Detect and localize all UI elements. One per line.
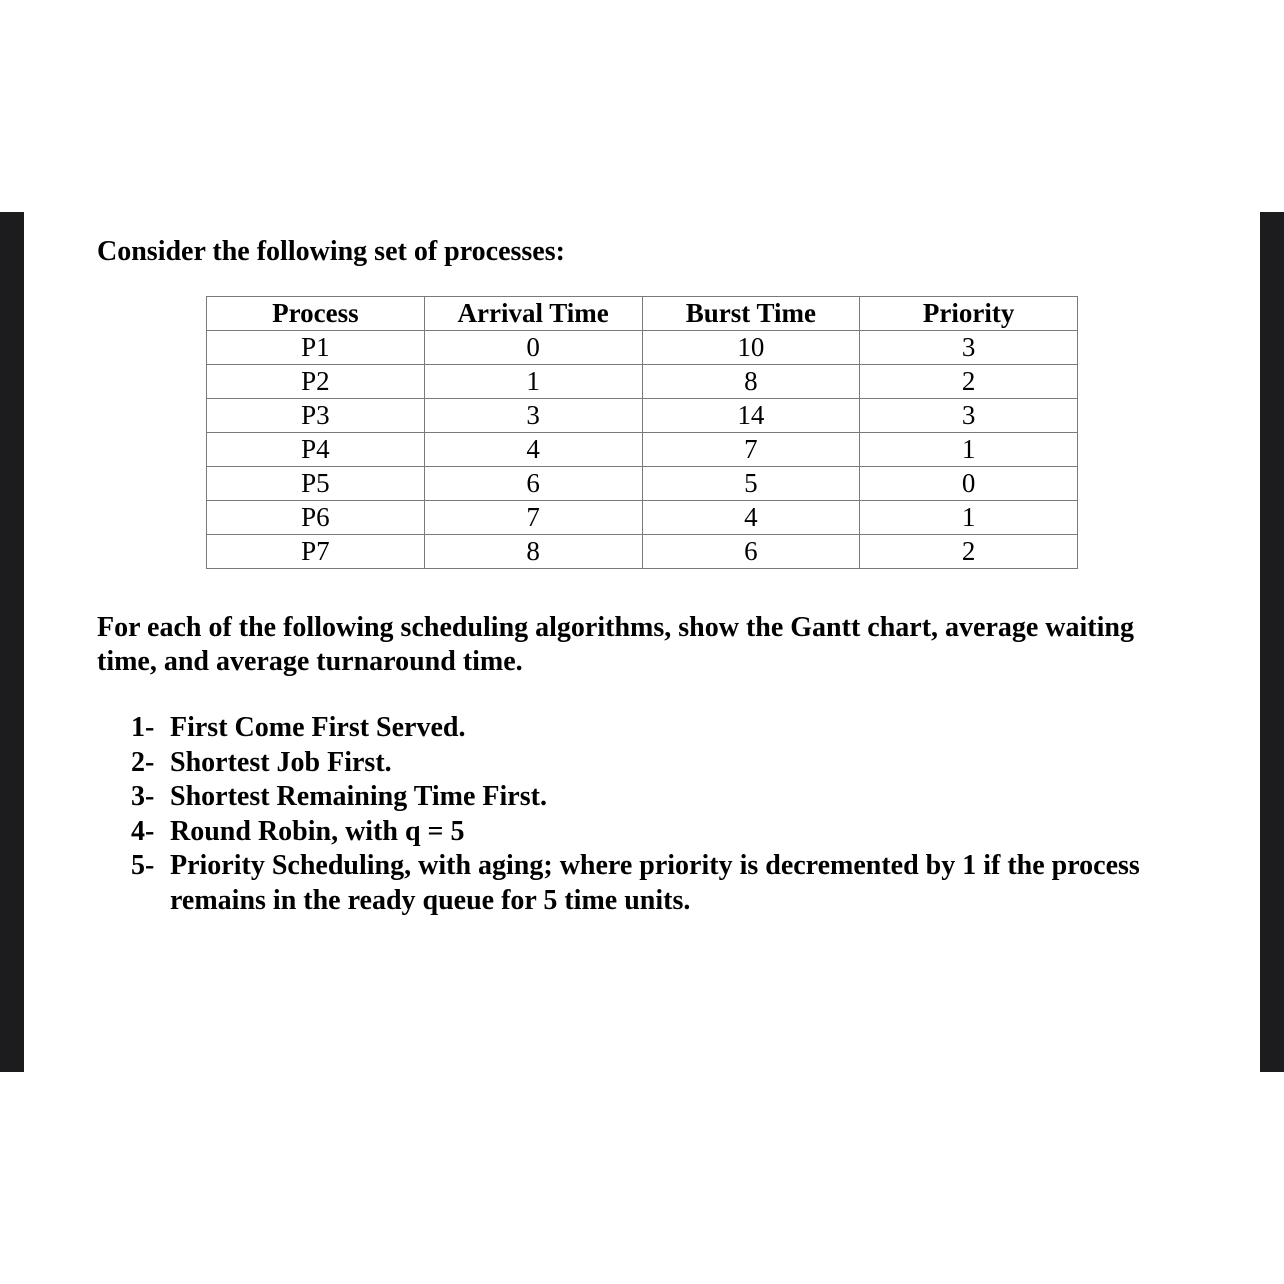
cell-burst-time: 7	[642, 433, 860, 467]
list-item-number: 5-	[131, 850, 155, 881]
cell-process: P4	[207, 433, 425, 467]
cell-priority: 3	[860, 331, 1078, 365]
list-item-text: Shortest Job First.	[170, 746, 392, 778]
cell-process: P2	[207, 365, 425, 399]
table-row	[207, 535, 1078, 569]
cell-process: P6	[207, 501, 425, 535]
cell-arrival-time: 4	[424, 433, 642, 467]
cell-process: P7	[207, 535, 425, 569]
table-row	[207, 331, 1078, 365]
cell-priority: 1	[860, 501, 1078, 535]
cell-process: P3	[207, 399, 425, 433]
cell-burst-time: 14	[642, 399, 860, 433]
cell-burst-time: 8	[642, 365, 860, 399]
cell-arrival-time: 1	[424, 365, 642, 399]
cell-process: P5	[207, 467, 425, 501]
cell-process: P1	[207, 331, 425, 365]
list-item	[131, 711, 1151, 746]
header-process: Process	[207, 297, 425, 331]
list-item	[131, 780, 1151, 815]
list-item-text: Shortest Remaining Time First.	[170, 781, 547, 812]
instructions-paragraph: For each of the following scheduling algorithms, show the Gantt chart, average waiting time, and average turnaround time.	[97, 612, 1134, 677]
list-item	[131, 746, 1151, 781]
cell-arrival-time: 3	[424, 399, 642, 433]
cell-priority: 2	[860, 365, 1078, 399]
cell-priority: 1	[860, 433, 1078, 467]
algorithm-list	[131, 711, 1151, 918]
cell-priority: 0	[860, 467, 1078, 501]
list-item	[131, 849, 1151, 918]
cell-arrival-time: 6	[424, 467, 642, 501]
header-arrival-time: Arrival Time	[424, 297, 642, 331]
cell-arrival-time: 0	[424, 331, 642, 365]
process-table	[206, 296, 1078, 569]
cell-burst-time: 5	[642, 467, 860, 501]
list-item-number: 3-	[131, 781, 155, 812]
table-row	[207, 433, 1078, 467]
cell-burst-time: 6	[642, 535, 860, 569]
table-header-row	[207, 297, 1078, 331]
header-priority: Priority	[860, 297, 1078, 331]
left-dark-border	[0, 212, 24, 1072]
list-item-text: Round Robin, with q = 5	[170, 815, 465, 847]
cell-arrival-time: 8	[424, 535, 642, 569]
table-row	[207, 467, 1078, 501]
cell-burst-time: 4	[642, 501, 860, 535]
list-item	[131, 815, 1151, 850]
cell-priority: 2	[860, 535, 1078, 569]
list-item-number: 4-	[131, 815, 155, 847]
header-burst-time: Burst Time	[642, 297, 860, 331]
table-row	[207, 365, 1078, 399]
cell-arrival-time: 7	[424, 501, 642, 535]
list-item-text: First Come First Served.	[170, 712, 466, 743]
table-row	[207, 399, 1078, 433]
cell-priority: 3	[860, 399, 1078, 433]
cell-burst-time: 10	[642, 331, 860, 365]
table-row	[207, 501, 1078, 535]
list-item-text: Priority Scheduling, with aging; where priority is decremented by 1 if the process remains in the ready queue for 5 time units.	[170, 850, 1140, 916]
right-dark-border	[1260, 212, 1284, 1072]
page-heading: Consider the following set of processes:	[97, 236, 565, 267]
list-item-number: 1-	[131, 712, 155, 743]
list-item-number: 2-	[131, 746, 155, 778]
